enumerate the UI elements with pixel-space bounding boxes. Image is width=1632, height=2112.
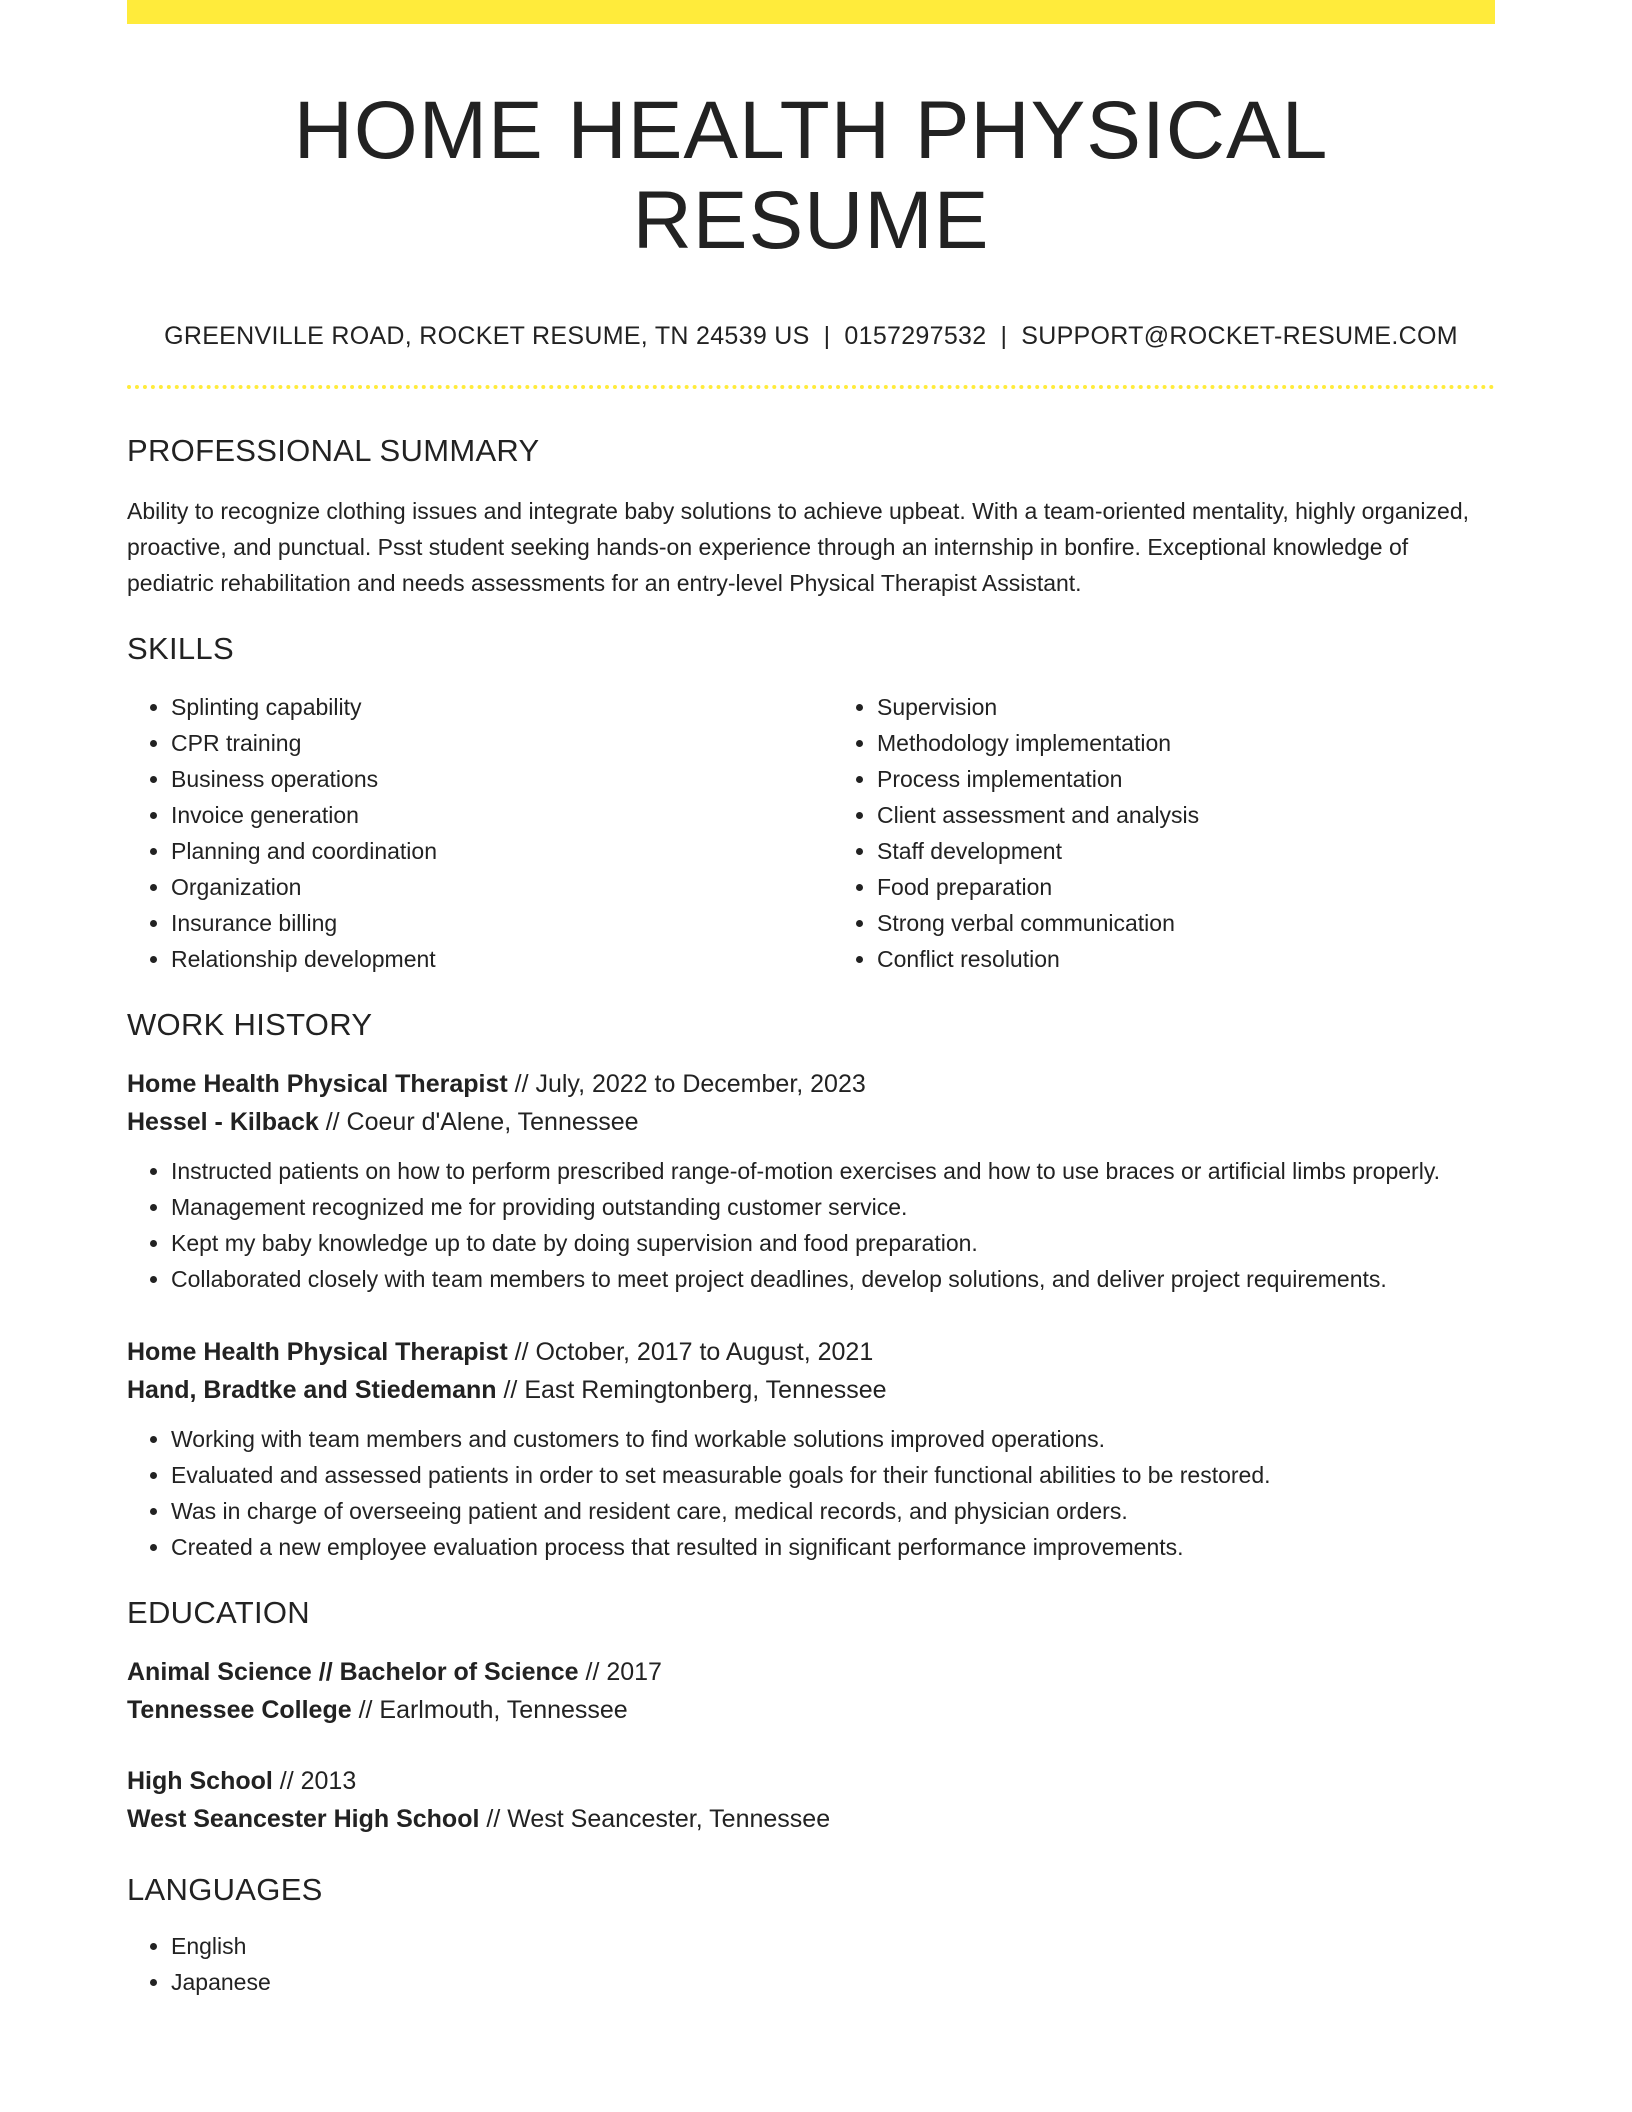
skill-item: • Client assessment and analysis bbox=[877, 797, 1495, 833]
skill-item: • Food preparation bbox=[877, 869, 1495, 905]
job-bullet: • Created a new employee evaluation process that resulted in significant performance improvements. bbox=[171, 1529, 1495, 1565]
skills-heading: SKILLS bbox=[127, 631, 234, 667]
education-location: // West Seancester, Tennessee bbox=[479, 1805, 831, 1834]
education-year: // 2013 bbox=[272, 1767, 357, 1796]
skill-item: • Planning and coordination bbox=[171, 833, 789, 869]
skills-list bbox=[127, 689, 1495, 977]
skill-item: • Business operations bbox=[171, 761, 789, 797]
education-school-line bbox=[127, 1800, 1495, 1838]
work-history-heading: WORK HISTORY bbox=[127, 1007, 373, 1043]
education-school: West Seancester High School bbox=[127, 1805, 480, 1834]
contact-phone: 0157297532 bbox=[844, 322, 987, 351]
dotted-divider bbox=[127, 385, 1495, 389]
education-entry bbox=[127, 1653, 1495, 1729]
contact-separator: | bbox=[823, 322, 831, 351]
education-heading: EDUCATION bbox=[127, 1595, 310, 1631]
resume-name: HOME HEALTH PHYSICAL RESUME bbox=[293, 85, 1329, 267]
skill-item: • Staff development bbox=[877, 833, 1495, 869]
job-location: // East Remingtonberg, Tennessee bbox=[496, 1376, 887, 1405]
job-position: Home Health Physical Therapist bbox=[127, 1338, 508, 1367]
skill-item: • Insurance billing bbox=[171, 905, 789, 941]
education-year: // 2017 bbox=[578, 1658, 662, 1687]
contact-separator: | bbox=[1000, 322, 1008, 351]
job-entry bbox=[127, 1065, 1495, 1297]
education-school-line bbox=[127, 1691, 1495, 1729]
job-bullet: • Instructed patients on how to perform prescribed range-of-motion exercises and how to use braces or artificial limbs properly. bbox=[171, 1153, 1495, 1189]
education-degree: Animal Science // Bachelor of Science bbox=[127, 1658, 579, 1687]
summary-text: Ability to recognize clothing issues and integrate baby solutions to achieve upbeat. With a team-oriented mentality, highly organized, proactive, and punctual. Psst student seeking hands-on experience through an internship in bonfire. Exceptional knowledge of pediatric rehabilitation and needs assessments for an entry-level Physical Therapist Assistant. bbox=[127, 498, 1470, 597]
job-title-line bbox=[127, 1333, 1495, 1371]
job-bullets bbox=[127, 1153, 1495, 1297]
job-bullet: • Was in charge of overseeing patient and resident care, medical records, and physician orders. bbox=[171, 1493, 1495, 1529]
skill-item: • Organization bbox=[171, 869, 789, 905]
job-company: Hessel - Kilback bbox=[127, 1108, 319, 1137]
education-degree-line bbox=[127, 1762, 1495, 1800]
job-title-line bbox=[127, 1065, 1495, 1103]
skill-item: • Process implementation bbox=[877, 761, 1495, 797]
language-item: • English bbox=[171, 1928, 1495, 1964]
job-dates: // July, 2022 to December, 2023 bbox=[507, 1070, 866, 1099]
job-bullet: • Management recognized me for providing outstanding customer service. bbox=[171, 1189, 1495, 1225]
education-school: Tennessee College bbox=[127, 1696, 352, 1725]
skill-item: • Conflict resolution bbox=[877, 941, 1495, 977]
skills-column-left bbox=[127, 689, 789, 977]
job-bullet: • Evaluated and assessed patients in order to set measurable goals for their functional abilities to be restored. bbox=[171, 1457, 1495, 1493]
skill-item: • Supervision bbox=[877, 689, 1495, 725]
languages-list bbox=[127, 1928, 1495, 2000]
job-entry bbox=[127, 1333, 1495, 1565]
job-company-line bbox=[127, 1103, 1495, 1141]
education-location: // Earlmouth, Tennessee bbox=[351, 1696, 628, 1725]
resume-page bbox=[127, 0, 1495, 2000]
job-bullet: • Working with team members and customers to find workable solutions improved operations. bbox=[171, 1421, 1495, 1457]
skill-item: • CPR training bbox=[171, 725, 789, 761]
skill-item: • Relationship development bbox=[171, 941, 789, 977]
summary-heading: PROFESSIONAL SUMMARY bbox=[127, 433, 540, 469]
skill-item: • Invoice generation bbox=[171, 797, 789, 833]
skill-item: • Splinting capability bbox=[171, 689, 789, 725]
contact-address: GREENVILLE ROAD, ROCKET RESUME, TN 24539 US bbox=[164, 322, 810, 351]
skills-column-right bbox=[833, 689, 1495, 977]
skill-item: • Methodology implementation bbox=[877, 725, 1495, 761]
job-bullet: • Kept my baby knowledge up to date by doing supervision and food preparation. bbox=[171, 1225, 1495, 1261]
language-item: • Japanese bbox=[171, 1964, 1495, 2000]
job-bullet: • Collaborated closely with team members to meet project deadlines, develop solutions, and deliver project requirements. bbox=[171, 1261, 1495, 1297]
contact-email: SUPPORT@ROCKET-RESUME.COM bbox=[1021, 322, 1458, 351]
job-bullets bbox=[127, 1421, 1495, 1565]
skill-item: • Strong verbal communication bbox=[877, 905, 1495, 941]
education-degree-line bbox=[127, 1653, 1495, 1691]
job-location: // Coeur d'Alene, Tennessee bbox=[318, 1108, 639, 1137]
job-position: Home Health Physical Therapist bbox=[127, 1070, 508, 1099]
job-dates: // October, 2017 to August, 2021 bbox=[507, 1338, 874, 1367]
top-accent-bar bbox=[127, 0, 1495, 24]
languages-heading: LANGUAGES bbox=[127, 1872, 323, 1908]
job-company: Hand, Bradtke and Stiedemann bbox=[127, 1376, 497, 1405]
education-degree: High School bbox=[127, 1767, 273, 1796]
contact-line bbox=[127, 322, 1495, 351]
education-entry bbox=[127, 1762, 1495, 1838]
job-company-line bbox=[127, 1371, 1495, 1409]
